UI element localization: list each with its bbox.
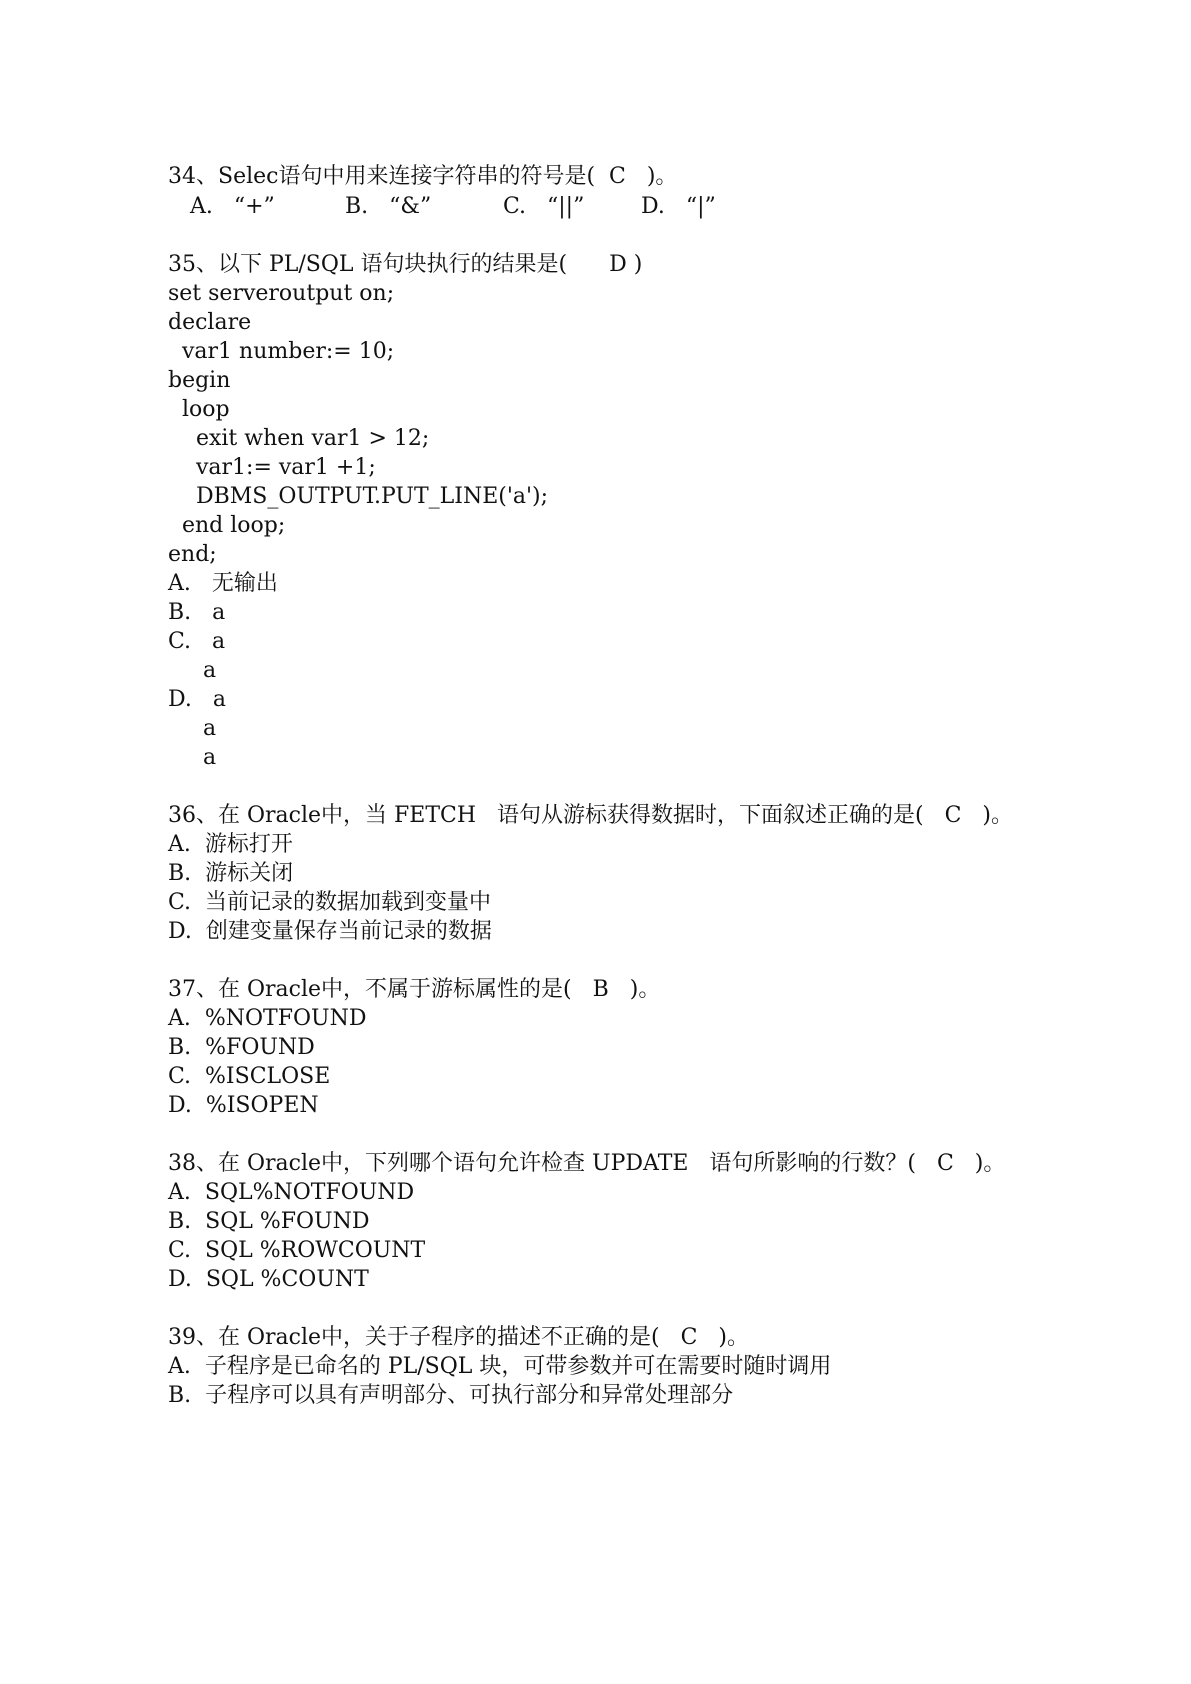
question-35-option-d-line2: a: [168, 716, 217, 741]
question-35-option-a: A. 无输出: [168, 571, 278, 596]
question-35-stem: 35、以下 PL/SQL 语句块执行的结果是( D ): [168, 252, 643, 277]
question-35-option-d: D. a: [168, 687, 226, 712]
question-34-stem: 34、Selec语句中用来连接字符串的符号是( C )。: [168, 164, 678, 189]
question-38-option-d: D. SQL %COUNT: [168, 1267, 369, 1292]
code-line: DBMS_OUTPUT.PUT_LINE('a');: [168, 484, 549, 509]
question-37-option-d: D. %ISOPEN: [168, 1093, 319, 1118]
code-line: end loop;: [168, 513, 286, 538]
question-37-option-b: B. %FOUND: [168, 1035, 315, 1060]
question-34-option-b: B. “&”: [345, 194, 432, 219]
question-37-option-c: C. %ISCLOSE: [168, 1064, 331, 1089]
question-36-option-d: D. 创建变量保存当前记录的数据: [168, 919, 492, 944]
question-34-option-d: D. “|”: [641, 194, 716, 219]
question-38-option-a: A. SQL%NOTFOUND: [168, 1180, 415, 1205]
question-39-option-a: A. 子程序是已命名的 PL/SQL 块，可带参数并可在需要时随时调用: [168, 1354, 832, 1379]
question-36-stem: 36、在 Oracle中，当 FETCH 语句从游标获得数据时，下面叙述正确的是( C )。: [168, 803, 1013, 828]
code-line: var1 number:= 10;: [168, 339, 395, 364]
question-35-option-b: B. a: [168, 600, 226, 625]
question-39-option-b: B. 子程序可以具有声明部分、可执行部分和异常处理部分: [168, 1383, 734, 1408]
question-36-option-a: A. 游标打开: [168, 832, 293, 857]
question-37-stem: 37、在 Oracle中，不属于游标属性的是( B )。: [168, 977, 661, 1002]
question-38-option-b: B. SQL %FOUND: [168, 1209, 370, 1234]
question-38-stem: 38、在 Oracle中，下列哪个语句允许检查 UPDATE 语句所影响的行数？( C )。: [168, 1151, 1006, 1176]
question-36-option-b: B. 游标关闭: [168, 861, 294, 886]
code-line: set serveroutput on;: [168, 281, 395, 306]
code-line: declare: [168, 310, 252, 335]
code-line: begin: [168, 368, 231, 393]
question-38-option-c: C. SQL %ROWCOUNT: [168, 1238, 426, 1263]
question-34-option-a: A. “+”: [190, 194, 275, 219]
code-line: loop: [168, 397, 230, 422]
question-34-option-c: C. “||”: [503, 194, 585, 219]
code-line: end;: [168, 542, 217, 567]
code-line: var1:= var1 +1;: [168, 455, 376, 480]
question-39-stem: 39、在 Oracle中，关于子程序的描述不正确的是( C )。: [168, 1325, 749, 1350]
question-37-option-a: A. %NOTFOUND: [168, 1006, 367, 1031]
question-35-option-c-line2: a: [168, 658, 217, 683]
question-36-option-c: C. 当前记录的数据加载到变量中: [168, 890, 492, 915]
question-35-option-c: C. a: [168, 629, 226, 654]
code-line: exit when var1 > 12;: [168, 426, 430, 451]
question-35-option-d-line3: a: [168, 745, 217, 770]
